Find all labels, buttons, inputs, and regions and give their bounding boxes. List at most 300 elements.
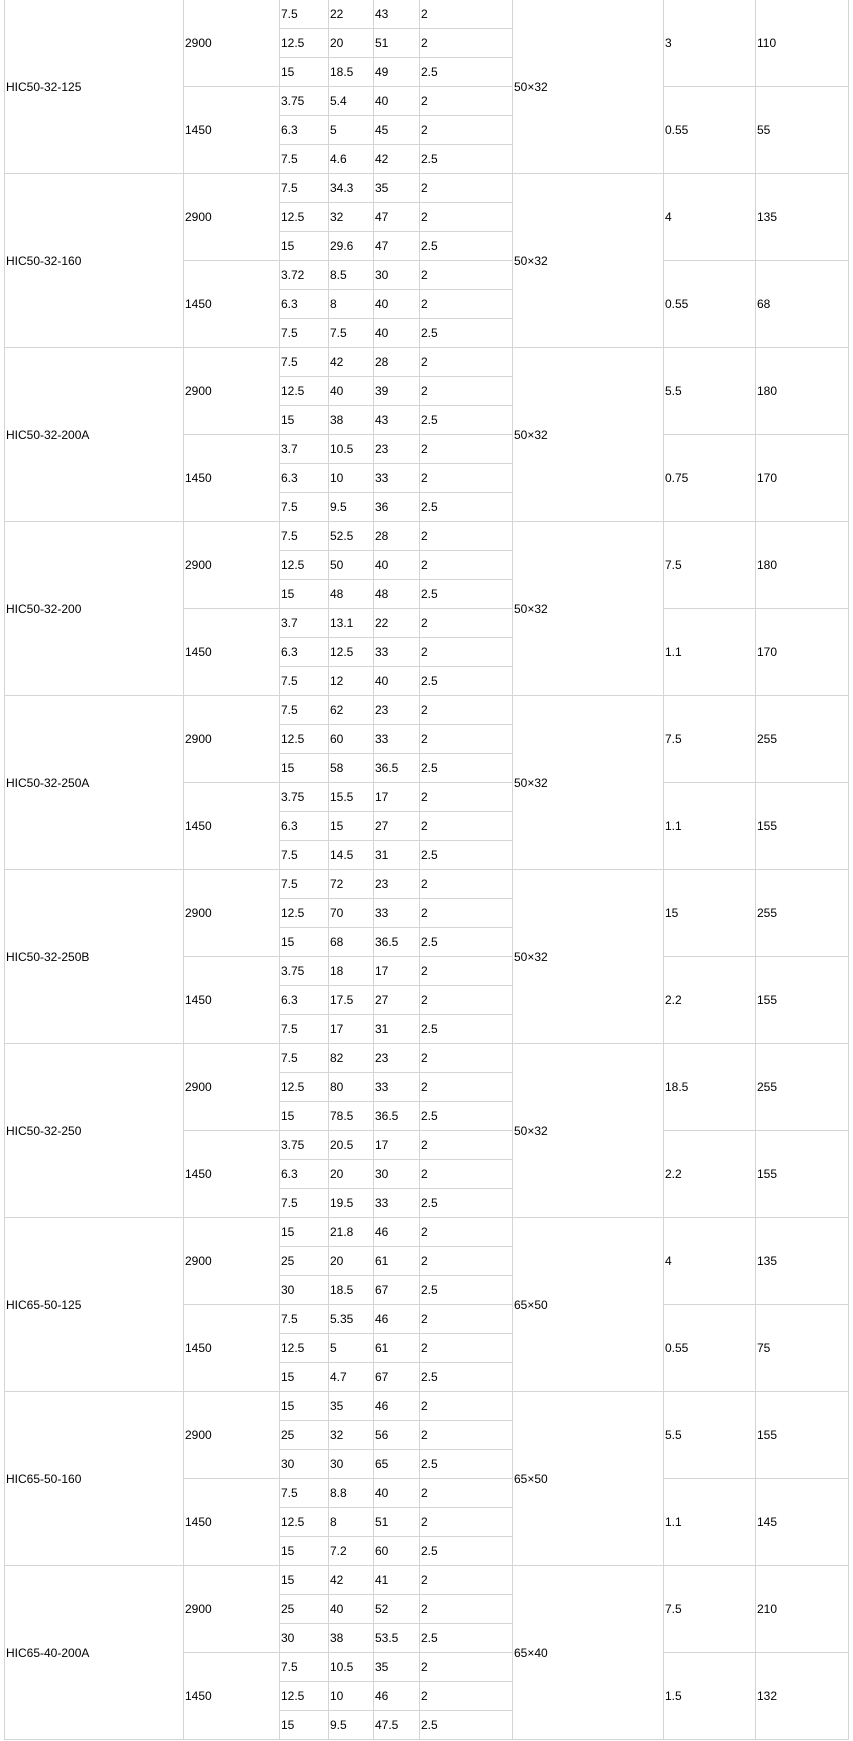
inlet-outlet-cell: 65×50 <box>513 1392 664 1566</box>
efficiency-cell: 27 <box>374 812 420 841</box>
flow-cell: 15 <box>280 1392 329 1421</box>
efficiency-cell: 45 <box>374 116 420 145</box>
head-cell: 12 <box>329 667 374 696</box>
flow-cell: 6.3 <box>280 638 329 667</box>
speed-cell: 1450 <box>184 783 280 870</box>
head-cell: 78.5 <box>329 1102 374 1131</box>
head-cell: 38 <box>329 406 374 435</box>
head-cell: 20 <box>329 29 374 58</box>
speed-cell: 1450 <box>184 957 280 1044</box>
motor-power-cell: 4 <box>664 1218 756 1305</box>
head-cell: 58 <box>329 754 374 783</box>
efficiency-cell: 36 <box>374 493 420 522</box>
head-cell: 17.5 <box>329 986 374 1015</box>
flow-cell: 12.5 <box>280 725 329 754</box>
efficiency-cell: 33 <box>374 725 420 754</box>
efficiency-cell: 36.5 <box>374 928 420 957</box>
npsh-cell: 2.5 <box>420 1363 513 1392</box>
efficiency-cell: 33 <box>374 638 420 667</box>
efficiency-cell: 51 <box>374 29 420 58</box>
flow-cell: 7.5 <box>280 145 329 174</box>
flow-cell: 12.5 <box>280 551 329 580</box>
flow-cell: 7.5 <box>280 667 329 696</box>
table-row <box>5 870 849 899</box>
speed-cell: 2900 <box>184 522 280 609</box>
weight-cell: 132 <box>756 1653 849 1740</box>
weight-cell: 155 <box>756 1131 849 1218</box>
flow-cell: 3.7 <box>280 609 329 638</box>
head-cell: 4.6 <box>329 145 374 174</box>
motor-power-cell: 0.55 <box>664 1305 756 1392</box>
npsh-cell: 2.5 <box>420 145 513 174</box>
weight-cell: 255 <box>756 696 849 783</box>
npsh-cell: 2.5 <box>420 841 513 870</box>
speed-cell: 2900 <box>184 348 280 435</box>
flow-cell: 25 <box>280 1595 329 1624</box>
efficiency-cell: 40 <box>374 319 420 348</box>
npsh-cell: 2 <box>420 1305 513 1334</box>
weight-cell: 135 <box>756 1218 849 1305</box>
flow-cell: 15 <box>280 1102 329 1131</box>
head-cell: 72 <box>329 870 374 899</box>
npsh-cell: 2 <box>420 1044 513 1073</box>
efficiency-cell: 22 <box>374 609 420 638</box>
npsh-cell: 2.5 <box>420 580 513 609</box>
npsh-cell: 2 <box>420 870 513 899</box>
efficiency-cell: 47 <box>374 232 420 261</box>
efficiency-cell: 35 <box>374 174 420 203</box>
npsh-cell: 2 <box>420 1479 513 1508</box>
efficiency-cell: 17 <box>374 957 420 986</box>
model-cell: HIC65-40-200A <box>5 1566 184 1740</box>
model-cell: HIC50-32-200A <box>5 348 184 522</box>
npsh-cell: 2.5 <box>420 232 513 261</box>
npsh-cell: 2 <box>420 1392 513 1421</box>
efficiency-cell: 41 <box>374 1566 420 1595</box>
flow-cell: 7.5 <box>280 348 329 377</box>
inlet-outlet-cell: 50×32 <box>513 696 664 870</box>
head-cell: 22 <box>329 0 374 29</box>
efficiency-cell: 67 <box>374 1363 420 1392</box>
table-row <box>5 348 849 377</box>
flow-cell: 7.5 <box>280 870 329 899</box>
head-cell: 32 <box>329 1421 374 1450</box>
flow-cell: 12.5 <box>280 1334 329 1363</box>
flow-cell: 15 <box>280 1537 329 1566</box>
head-cell: 20 <box>329 1160 374 1189</box>
efficiency-cell: 27 <box>374 986 420 1015</box>
flow-cell: 6.3 <box>280 986 329 1015</box>
head-cell: 82 <box>329 1044 374 1073</box>
npsh-cell: 2.5 <box>420 1450 513 1479</box>
speed-cell: 2900 <box>184 1044 280 1131</box>
flow-cell: 12.5 <box>280 377 329 406</box>
efficiency-cell: 30 <box>374 1160 420 1189</box>
efficiency-cell: 49 <box>374 58 420 87</box>
efficiency-cell: 56 <box>374 1421 420 1450</box>
speed-cell: 1450 <box>184 1305 280 1392</box>
head-cell: 35 <box>329 1392 374 1421</box>
npsh-cell: 2 <box>420 986 513 1015</box>
npsh-cell: 2 <box>420 435 513 464</box>
motor-power-cell: 1.1 <box>664 609 756 696</box>
efficiency-cell: 17 <box>374 1131 420 1160</box>
efficiency-cell: 43 <box>374 0 420 29</box>
flow-cell: 6.3 <box>280 464 329 493</box>
head-cell: 4.7 <box>329 1363 374 1392</box>
efficiency-cell: 23 <box>374 870 420 899</box>
table-row <box>5 1044 849 1073</box>
npsh-cell: 2 <box>420 1595 513 1624</box>
head-cell: 60 <box>329 725 374 754</box>
head-cell: 5.4 <box>329 87 374 116</box>
flow-cell: 12.5 <box>280 29 329 58</box>
efficiency-cell: 40 <box>374 87 420 116</box>
speed-cell: 2900 <box>184 696 280 783</box>
flow-cell: 6.3 <box>280 290 329 319</box>
weight-cell: 75 <box>756 1305 849 1392</box>
efficiency-cell: 46 <box>374 1218 420 1247</box>
npsh-cell: 2.5 <box>420 1189 513 1218</box>
head-cell: 40 <box>329 377 374 406</box>
head-cell: 21.8 <box>329 1218 374 1247</box>
efficiency-cell: 33 <box>374 1189 420 1218</box>
flow-cell: 3.75 <box>280 1131 329 1160</box>
head-cell: 42 <box>329 1566 374 1595</box>
flow-cell: 7.5 <box>280 696 329 725</box>
flow-cell: 12.5 <box>280 1508 329 1537</box>
flow-cell: 7.5 <box>280 319 329 348</box>
npsh-cell: 2 <box>420 261 513 290</box>
head-cell: 29.6 <box>329 232 374 261</box>
efficiency-cell: 40 <box>374 551 420 580</box>
flow-cell: 7.5 <box>280 0 329 29</box>
inlet-outlet-cell: 65×50 <box>513 1218 664 1392</box>
head-cell: 7.2 <box>329 1537 374 1566</box>
npsh-cell: 2 <box>420 522 513 551</box>
flow-cell: 7.5 <box>280 1479 329 1508</box>
head-cell: 68 <box>329 928 374 957</box>
head-cell: 14.5 <box>329 841 374 870</box>
inlet-outlet-cell: 50×32 <box>513 348 664 522</box>
npsh-cell: 2 <box>420 1682 513 1711</box>
npsh-cell: 2 <box>420 725 513 754</box>
table-row <box>5 174 849 203</box>
npsh-cell: 2.5 <box>420 1537 513 1566</box>
npsh-cell: 2 <box>420 1218 513 1247</box>
motor-power-cell: 18.5 <box>664 1044 756 1131</box>
head-cell: 42 <box>329 348 374 377</box>
head-cell: 34.3 <box>329 174 374 203</box>
model-cell: HIC50-32-250A <box>5 696 184 870</box>
inlet-outlet-cell: 50×32 <box>513 870 664 1044</box>
npsh-cell: 2 <box>420 1566 513 1595</box>
head-cell: 62 <box>329 696 374 725</box>
motor-power-cell: 0.55 <box>664 261 756 348</box>
speed-cell: 1450 <box>184 1653 280 1740</box>
efficiency-cell: 46 <box>374 1682 420 1711</box>
npsh-cell: 2 <box>420 957 513 986</box>
efficiency-cell: 33 <box>374 899 420 928</box>
model-cell: HIC50-32-200 <box>5 522 184 696</box>
efficiency-cell: 35 <box>374 1653 420 1682</box>
npsh-cell: 2 <box>420 1073 513 1102</box>
npsh-cell: 2 <box>420 348 513 377</box>
efficiency-cell: 40 <box>374 290 420 319</box>
flow-cell: 25 <box>280 1247 329 1276</box>
head-cell: 12.5 <box>329 638 374 667</box>
model-cell: HIC50-32-160 <box>5 174 184 348</box>
flow-cell: 7.5 <box>280 1044 329 1073</box>
npsh-cell: 2 <box>420 1508 513 1537</box>
head-cell: 19.5 <box>329 1189 374 1218</box>
table-row <box>5 0 849 29</box>
head-cell: 9.5 <box>329 493 374 522</box>
speed-cell: 1450 <box>184 261 280 348</box>
efficiency-cell: 67 <box>374 1276 420 1305</box>
efficiency-cell: 46 <box>374 1305 420 1334</box>
speed-cell: 2900 <box>184 1218 280 1305</box>
speed-cell: 1450 <box>184 87 280 174</box>
npsh-cell: 2.5 <box>420 493 513 522</box>
motor-power-cell: 2.2 <box>664 1131 756 1218</box>
flow-cell: 25 <box>280 1421 329 1450</box>
weight-cell: 170 <box>756 609 849 696</box>
flow-cell: 7.5 <box>280 1653 329 1682</box>
efficiency-cell: 43 <box>374 406 420 435</box>
npsh-cell: 2.5 <box>420 667 513 696</box>
efficiency-cell: 65 <box>374 1450 420 1479</box>
weight-cell: 180 <box>756 348 849 435</box>
npsh-cell: 2 <box>420 899 513 928</box>
motor-power-cell: 7.5 <box>664 1566 756 1653</box>
efficiency-cell: 39 <box>374 377 420 406</box>
flow-cell: 15 <box>280 58 329 87</box>
motor-power-cell: 7.5 <box>664 696 756 783</box>
head-cell: 80 <box>329 1073 374 1102</box>
flow-cell: 7.5 <box>280 841 329 870</box>
inlet-outlet-cell: 50×32 <box>513 0 664 174</box>
head-cell: 8 <box>329 1508 374 1537</box>
motor-power-cell: 0.55 <box>664 87 756 174</box>
flow-cell: 30 <box>280 1450 329 1479</box>
npsh-cell: 2 <box>420 696 513 725</box>
efficiency-cell: 31 <box>374 1015 420 1044</box>
weight-cell: 135 <box>756 174 849 261</box>
efficiency-cell: 60 <box>374 1537 420 1566</box>
motor-power-cell: 15 <box>664 870 756 957</box>
efficiency-cell: 40 <box>374 1479 420 1508</box>
npsh-cell: 2 <box>420 638 513 667</box>
npsh-cell: 2.5 <box>420 928 513 957</box>
head-cell: 38 <box>329 1624 374 1653</box>
flow-cell: 15 <box>280 1363 329 1392</box>
head-cell: 5.35 <box>329 1305 374 1334</box>
efficiency-cell: 47 <box>374 203 420 232</box>
npsh-cell: 2 <box>420 1131 513 1160</box>
flow-cell: 6.3 <box>280 116 329 145</box>
efficiency-cell: 52 <box>374 1595 420 1624</box>
inlet-outlet-cell: 50×32 <box>513 1044 664 1218</box>
head-cell: 15.5 <box>329 783 374 812</box>
head-cell: 20 <box>329 1247 374 1276</box>
npsh-cell: 2 <box>420 116 513 145</box>
head-cell: 52.5 <box>329 522 374 551</box>
head-cell: 18 <box>329 957 374 986</box>
flow-cell: 15 <box>280 232 329 261</box>
table-row <box>5 696 849 725</box>
flow-cell: 30 <box>280 1624 329 1653</box>
table-row <box>5 522 849 551</box>
speed-cell: 2900 <box>184 174 280 261</box>
npsh-cell: 2.5 <box>420 1276 513 1305</box>
flow-cell: 3.75 <box>280 957 329 986</box>
head-cell: 5 <box>329 116 374 145</box>
table-row <box>5 1218 849 1247</box>
head-cell: 13.1 <box>329 609 374 638</box>
efficiency-cell: 36.5 <box>374 754 420 783</box>
model-cell: HIC50-32-250 <box>5 1044 184 1218</box>
efficiency-cell: 23 <box>374 696 420 725</box>
flow-cell: 6.3 <box>280 1160 329 1189</box>
head-cell: 9.5 <box>329 1711 374 1740</box>
motor-power-cell: 7.5 <box>664 522 756 609</box>
motor-power-cell: 1.5 <box>664 1653 756 1740</box>
efficiency-cell: 61 <box>374 1334 420 1363</box>
npsh-cell: 2 <box>420 1653 513 1682</box>
weight-cell: 68 <box>756 261 849 348</box>
model-cell: HIC65-50-125 <box>5 1218 184 1392</box>
efficiency-cell: 23 <box>374 1044 420 1073</box>
motor-power-cell: 3 <box>664 0 756 87</box>
efficiency-cell: 17 <box>374 783 420 812</box>
npsh-cell: 2 <box>420 203 513 232</box>
flow-cell: 15 <box>280 928 329 957</box>
flow-cell: 12.5 <box>280 1073 329 1102</box>
flow-cell: 3.72 <box>280 261 329 290</box>
inlet-outlet-cell: 65×40 <box>513 1566 664 1740</box>
flow-cell: 15 <box>280 1218 329 1247</box>
flow-cell: 15 <box>280 1711 329 1740</box>
speed-cell: 2900 <box>184 1392 280 1479</box>
efficiency-cell: 61 <box>374 1247 420 1276</box>
head-cell: 17 <box>329 1015 374 1044</box>
npsh-cell: 2 <box>420 812 513 841</box>
efficiency-cell: 42 <box>374 145 420 174</box>
flow-cell: 7.5 <box>280 1015 329 1044</box>
weight-cell: 145 <box>756 1479 849 1566</box>
efficiency-cell: 47.5 <box>374 1711 420 1740</box>
flow-cell: 12.5 <box>280 1682 329 1711</box>
model-cell: HIC50-32-250B <box>5 870 184 1044</box>
npsh-cell: 2 <box>420 377 513 406</box>
inlet-outlet-cell: 50×32 <box>513 174 664 348</box>
head-cell: 15 <box>329 812 374 841</box>
flow-cell: 15 <box>280 754 329 783</box>
weight-cell: 180 <box>756 522 849 609</box>
head-cell: 10 <box>329 464 374 493</box>
efficiency-cell: 53.5 <box>374 1624 420 1653</box>
weight-cell: 170 <box>756 435 849 522</box>
weight-cell: 155 <box>756 783 849 870</box>
npsh-cell: 2.5 <box>420 754 513 783</box>
head-cell: 7.5 <box>329 319 374 348</box>
weight-cell: 55 <box>756 87 849 174</box>
weight-cell: 155 <box>756 1392 849 1479</box>
head-cell: 10.5 <box>329 1653 374 1682</box>
flow-cell: 30 <box>280 1276 329 1305</box>
npsh-cell: 2 <box>420 1247 513 1276</box>
head-cell: 18.5 <box>329 1276 374 1305</box>
head-cell: 8.8 <box>329 1479 374 1508</box>
efficiency-cell: 36.5 <box>374 1102 420 1131</box>
flow-cell: 7.5 <box>280 1305 329 1334</box>
npsh-cell: 2.5 <box>420 406 513 435</box>
weight-cell: 255 <box>756 1044 849 1131</box>
weight-cell: 110 <box>756 0 849 87</box>
speed-cell: 2900 <box>184 0 280 87</box>
inlet-outlet-cell: 50×32 <box>513 522 664 696</box>
npsh-cell: 2 <box>420 551 513 580</box>
npsh-cell: 2 <box>420 1421 513 1450</box>
motor-power-cell: 4 <box>664 174 756 261</box>
npsh-cell: 2.5 <box>420 1624 513 1653</box>
weight-cell: 155 <box>756 957 849 1044</box>
flow-cell: 7.5 <box>280 493 329 522</box>
efficiency-cell: 51 <box>374 1508 420 1537</box>
motor-power-cell: 1.1 <box>664 783 756 870</box>
flow-cell: 15 <box>280 406 329 435</box>
head-cell: 30 <box>329 1450 374 1479</box>
npsh-cell: 2.5 <box>420 1711 513 1740</box>
head-cell: 20.5 <box>329 1131 374 1160</box>
npsh-cell: 2.5 <box>420 319 513 348</box>
npsh-cell: 2.5 <box>420 1015 513 1044</box>
motor-power-cell: 5.5 <box>664 348 756 435</box>
motor-power-cell: 2.2 <box>664 957 756 1044</box>
efficiency-cell: 28 <box>374 348 420 377</box>
head-cell: 40 <box>329 1595 374 1624</box>
speed-cell: 1450 <box>184 1479 280 1566</box>
flow-cell: 15 <box>280 580 329 609</box>
motor-power-cell: 5.5 <box>664 1392 756 1479</box>
speed-cell: 2900 <box>184 1566 280 1653</box>
motor-power-cell: 0.75 <box>664 435 756 522</box>
efficiency-cell: 33 <box>374 1073 420 1102</box>
head-cell: 10 <box>329 1682 374 1711</box>
efficiency-cell: 30 <box>374 261 420 290</box>
npsh-cell: 2 <box>420 87 513 116</box>
efficiency-cell: 40 <box>374 667 420 696</box>
npsh-cell: 2 <box>420 0 513 29</box>
speed-cell: 1450 <box>184 1131 280 1218</box>
efficiency-cell: 48 <box>374 580 420 609</box>
table-row <box>5 1392 849 1421</box>
flow-cell: 7.5 <box>280 1189 329 1218</box>
flow-cell: 7.5 <box>280 174 329 203</box>
flow-cell: 6.3 <box>280 812 329 841</box>
efficiency-cell: 28 <box>374 522 420 551</box>
flow-cell: 3.75 <box>280 783 329 812</box>
head-cell: 50 <box>329 551 374 580</box>
model-cell: HIC65-50-160 <box>5 1392 184 1566</box>
efficiency-cell: 33 <box>374 464 420 493</box>
npsh-cell: 2 <box>420 464 513 493</box>
npsh-cell: 2 <box>420 609 513 638</box>
speed-cell: 1450 <box>184 609 280 696</box>
pump-spec-table <box>4 0 849 1740</box>
npsh-cell: 2 <box>420 29 513 58</box>
